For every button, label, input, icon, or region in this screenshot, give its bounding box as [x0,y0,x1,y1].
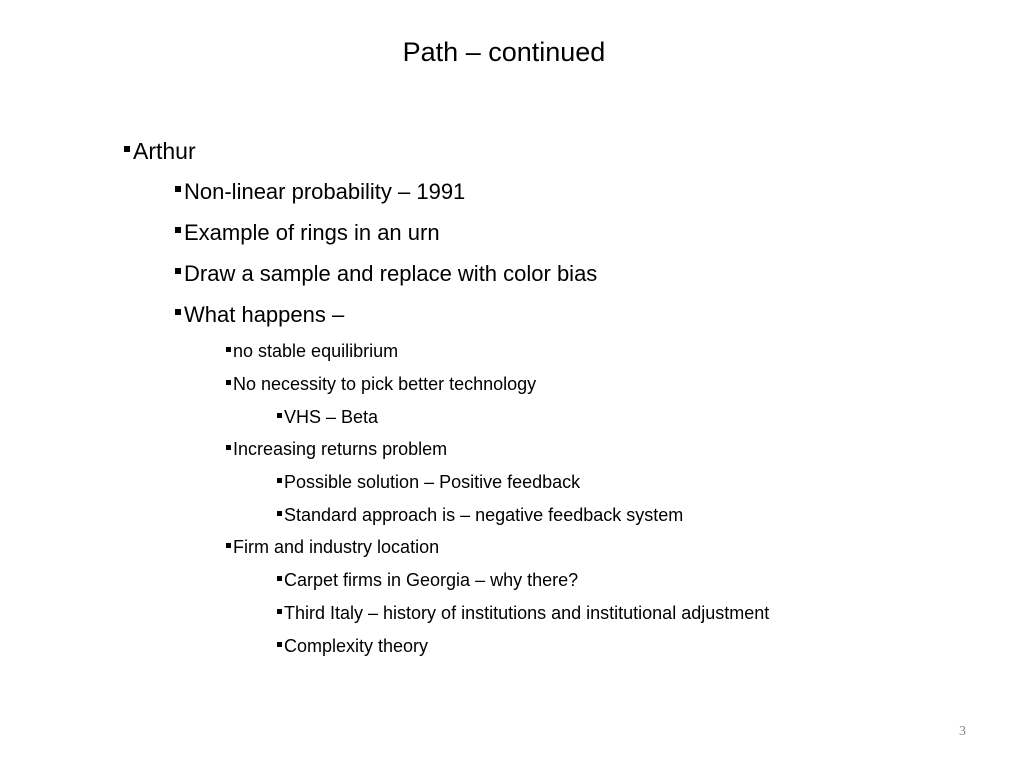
bullet-text: Carpet firms in Georgia – why there? [284,570,579,590]
square-bullet-icon [277,609,282,614]
bullet-text: No necessity to pick better technology [233,374,537,394]
bullet-text: Complexity theory [284,636,429,656]
square-bullet-icon [226,543,231,548]
bullet-text: What happens – [184,302,345,327]
square-bullet-icon [277,576,282,581]
bullet-item [175,301,344,329]
bullet-item [277,470,580,494]
bullet-item [226,437,447,461]
bullet-item [226,372,536,396]
bullet-text: Arthur [133,138,196,164]
page-number: 3 [959,724,966,739]
bullet-item [277,568,578,592]
bullet-text: Third Italy – history of institutions and institutional adjustment [284,603,770,623]
bullet-item [277,503,683,527]
bullet-text: Firm and industry location [233,537,440,557]
bullet-item [226,339,398,363]
bullet-text: Standard approach is – negative feedback system [284,505,684,525]
bullet-item [175,178,465,206]
square-bullet-icon [175,309,181,315]
bullet-text: no stable equilibrium [233,341,399,361]
bullet-item [175,260,597,288]
square-bullet-icon [175,268,181,274]
bullet-item [277,405,378,429]
bullet-text: Increasing returns problem [233,439,448,459]
bullet-item [277,601,769,625]
bullet-item [124,137,196,165]
square-bullet-icon [277,478,282,483]
bullet-text: VHS – Beta [284,407,379,427]
square-bullet-icon [226,347,231,352]
square-bullet-icon [226,380,231,385]
bullet-item [277,634,428,658]
square-bullet-icon [226,445,231,450]
bullet-text: Example of rings in an urn [184,220,440,245]
square-bullet-icon [277,413,282,418]
slide-title: Path – continued [402,37,606,67]
bullet-text: Non-linear probability – 1991 [184,179,466,204]
bullet-text: Draw a sample and replace with color bias [184,261,598,286]
bullet-item [226,535,439,559]
square-bullet-icon [277,642,282,647]
bullet-text: Possible solution – Positive feedback [284,472,581,492]
square-bullet-icon [124,146,130,152]
square-bullet-icon [175,227,181,233]
square-bullet-icon [277,511,282,516]
bullet-item [175,219,440,247]
square-bullet-icon [175,186,181,192]
